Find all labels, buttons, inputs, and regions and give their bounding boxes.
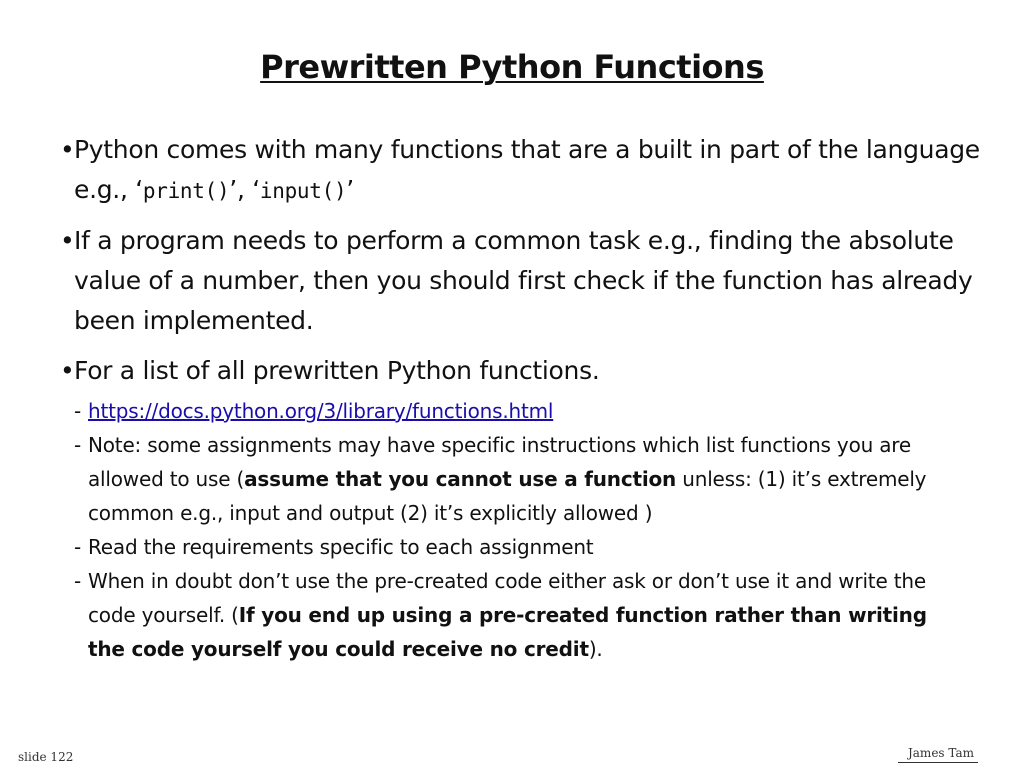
- sub-item-text: When in doubt don’t use the pre-created code either ask or don’t use it and write the code yourself. (: [88, 569, 926, 627]
- bullet-text: For a list of all prewritten Python functions.: [74, 356, 600, 385]
- slide-title: [0, 48, 1024, 86]
- code-input: input(): [259, 179, 347, 203]
- sub-item-requirements: [74, 530, 968, 564]
- sub-item-text: Read the requirements specific to each assignment: [88, 535, 594, 559]
- sub-item-docs-link: [74, 394, 968, 428]
- bullet-separator: ’, ‘: [229, 175, 260, 204]
- bullet-marker: •: [60, 356, 75, 385]
- sub-item-text-after: ).: [588, 637, 603, 661]
- bullet-text: Python comes with many functions that are a built in part of the language e.g., ‘: [74, 135, 980, 204]
- bullet-function-list: [60, 351, 980, 391]
- bullet-marker: •: [60, 226, 75, 255]
- bullet-text: If a program needs to perform a common task e.g., finding the absolute value of a number, then you should first check if the function has already been implemented.: [74, 226, 973, 335]
- main-bullet-list: [60, 130, 980, 401]
- slide-number: slide 122: [18, 750, 74, 764]
- sub-item-text-after: unless: (1) it’s extremely common e.g., input and output (2) it’s explicitly allowed ): [88, 467, 927, 525]
- code-print: print(): [142, 179, 230, 203]
- sub-item-dash: -: [74, 569, 82, 593]
- bullet-close-quote: ’: [346, 175, 354, 204]
- python-docs-link[interactable]: https://docs.python.org/3/library/functions.html: [88, 399, 554, 423]
- bullet-builtin-functions: [60, 130, 980, 211]
- sub-item-dash: -: [74, 399, 82, 423]
- sub-item-when-in-doubt: [74, 564, 968, 666]
- sub-bullet-list: [74, 394, 968, 666]
- sub-item-dash: -: [74, 535, 82, 559]
- slide-title-text: Prewritten Python Functions: [260, 48, 764, 86]
- author-name: James Tam: [907, 746, 974, 760]
- sub-item-text: Note: some assignments may have specific instructions which list functions you are allowed to use (: [88, 433, 911, 491]
- bullet-common-task: [60, 221, 980, 341]
- sub-item-note: [74, 428, 968, 530]
- sub-item-dash: -: [74, 433, 82, 457]
- sub-item-bold-text: assume that you cannot use a function: [244, 467, 677, 491]
- footer-divider: [898, 762, 978, 763]
- sub-item-bold-text: If you end up using a pre-created function rather than writing the code yourself you could receive no credit: [88, 603, 927, 661]
- bullet-marker: •: [60, 135, 75, 164]
